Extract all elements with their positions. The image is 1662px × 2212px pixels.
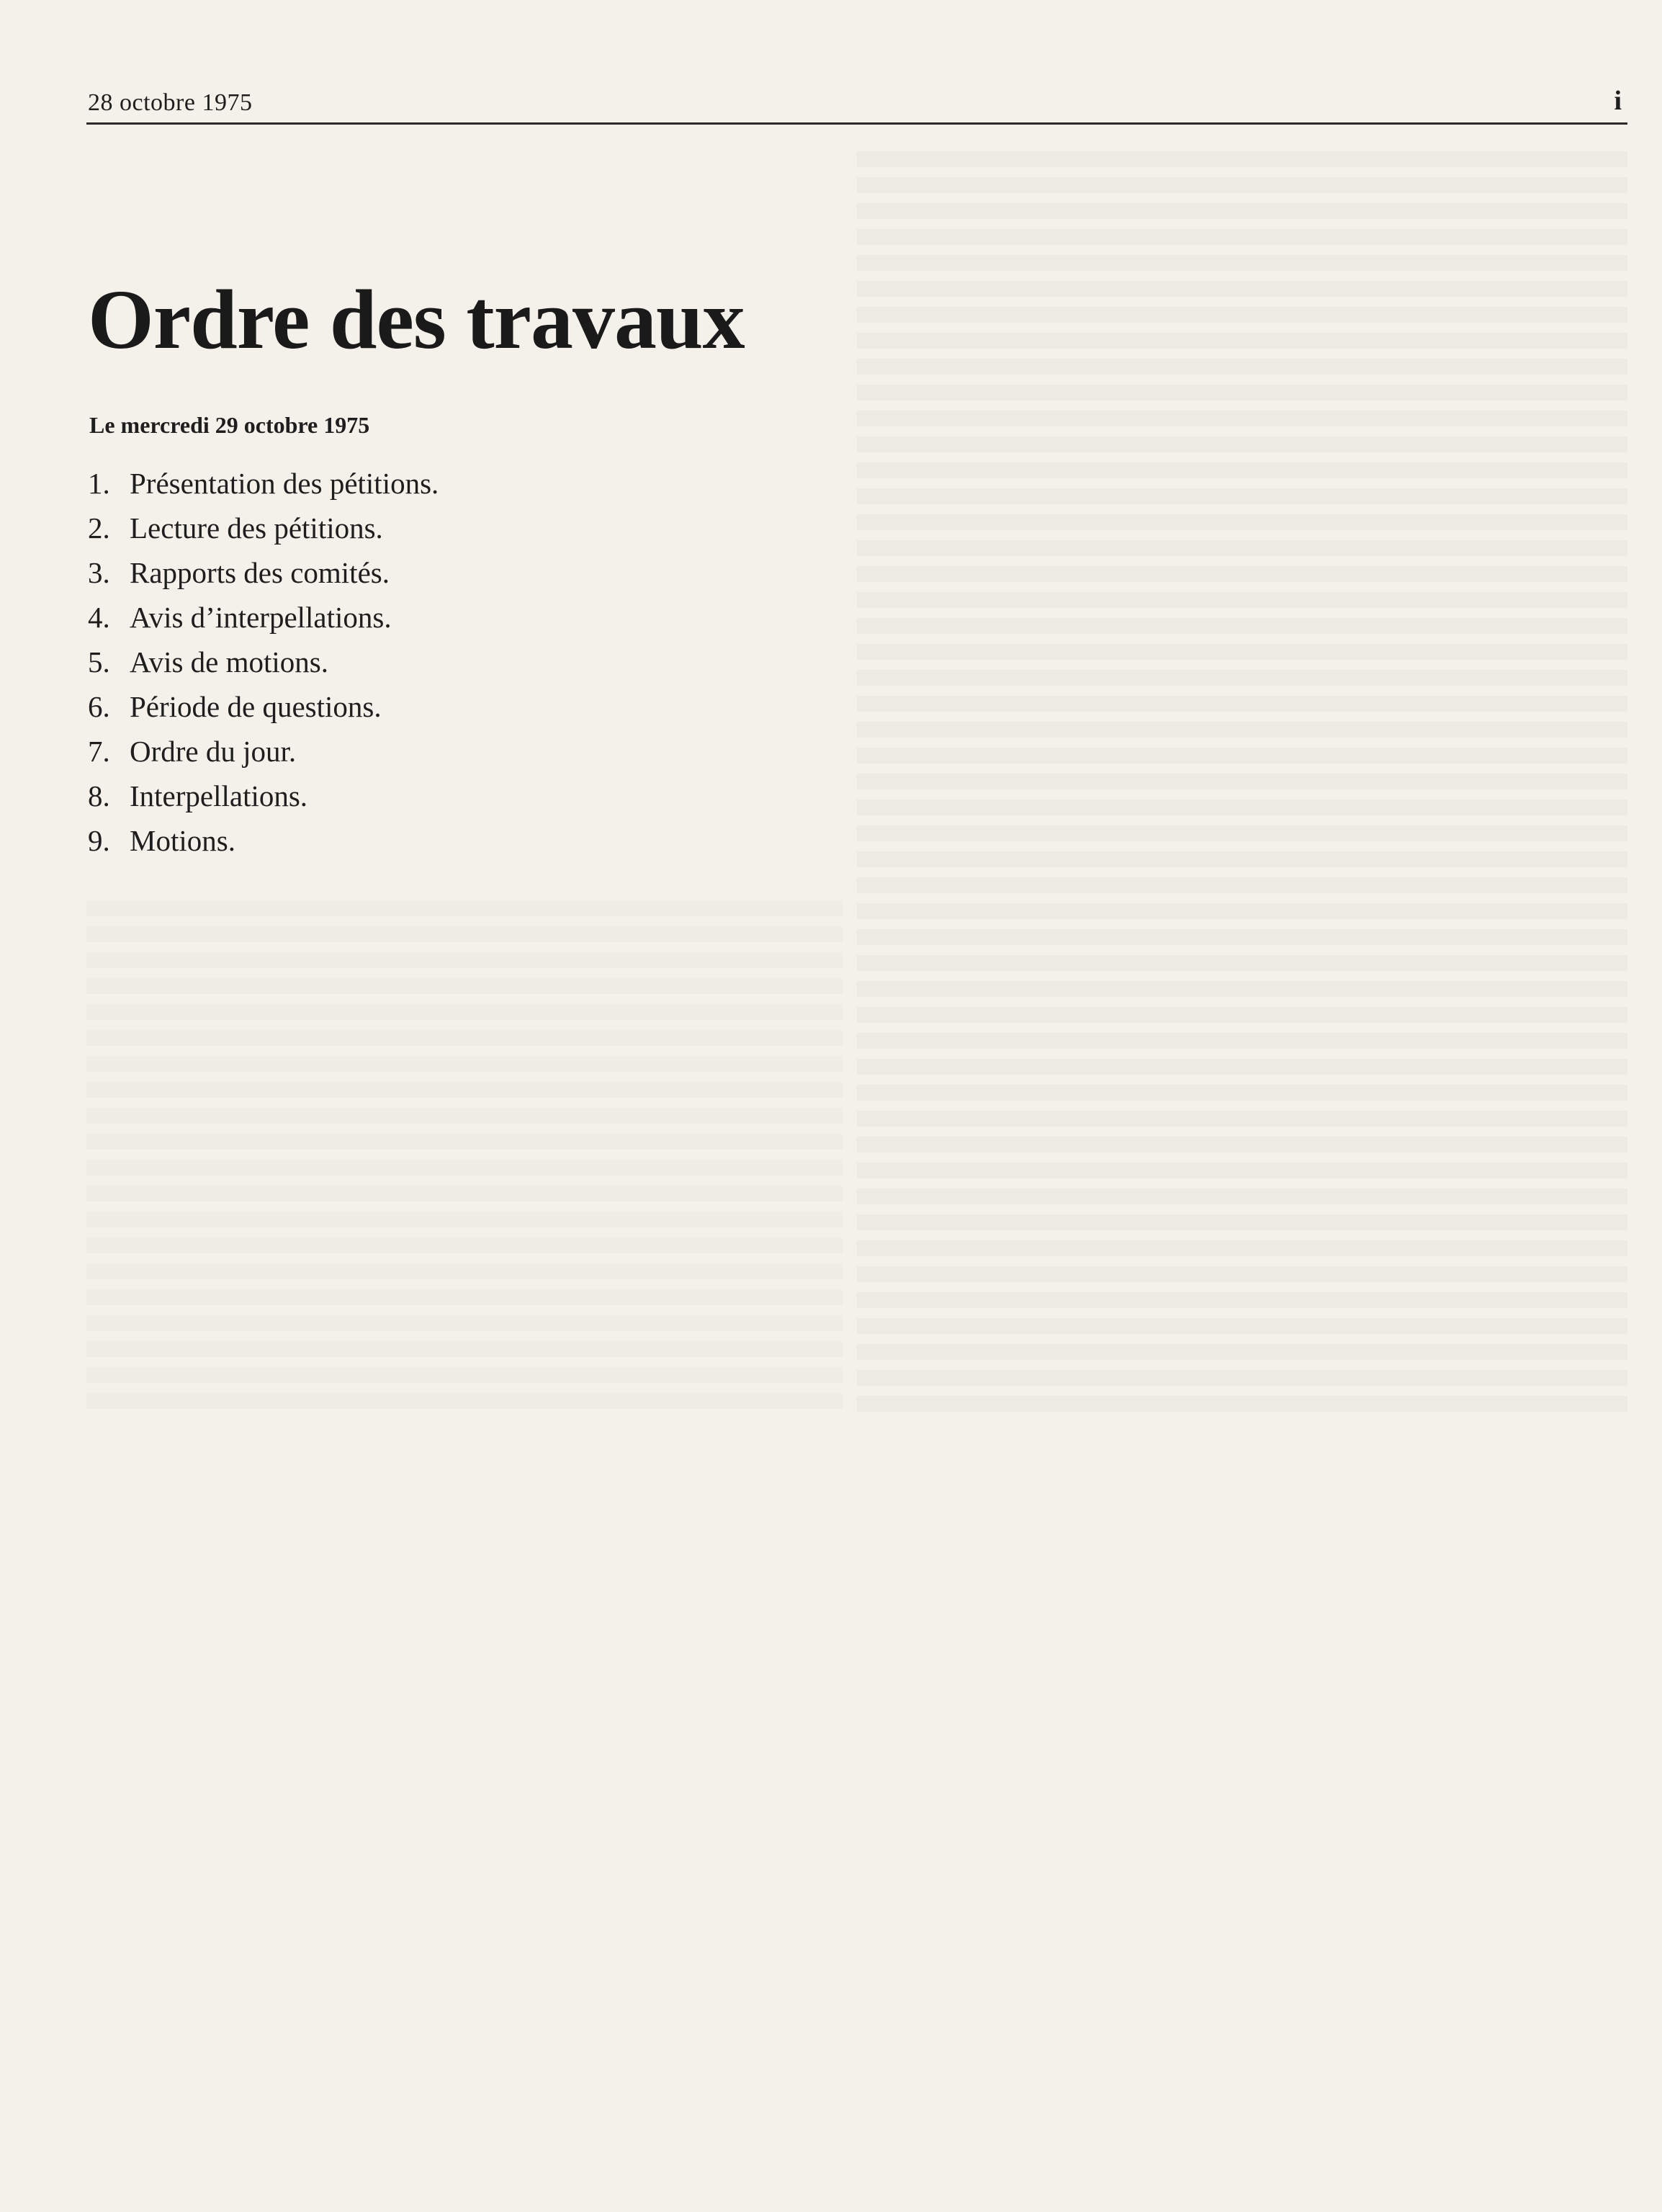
agenda-item-label: Rapports des comités. [130,556,390,589]
agenda-item [88,550,439,595]
agenda-item [88,461,439,506]
agenda-item-label: Interpellations. [130,779,308,812]
agenda-item-number: 8. [88,779,110,812]
agenda-item-number: 6. [88,690,110,723]
agenda-item [88,640,439,684]
agenda-item-number: 1. [88,467,110,500]
agenda-item-number: 4. [88,601,110,634]
agenda-item-label: Avis d’interpellations. [130,601,392,634]
agenda-item-number: 2. [88,511,110,545]
agenda-item-label: Lecture des pétitions. [130,511,383,545]
agenda-item-number: 9. [88,824,110,857]
page-title: Ordre des travaux [88,272,745,367]
agenda-list [88,461,439,863]
agenda-item-label: Avis de motions. [130,645,328,679]
agenda-item-label: Période de questions. [130,690,382,723]
agenda-item-number: 7. [88,735,110,768]
bleed-through-texture-left [86,900,843,1419]
agenda-item [88,506,439,550]
agenda-item-number: 3. [88,556,110,589]
agenda-item [88,729,439,774]
agenda-item-label: Ordre du jour. [130,735,297,768]
agenda-item [88,818,439,863]
page-number: i [1614,86,1622,116]
page-header [86,85,1627,125]
bleed-through-texture [857,151,1627,1419]
sitting-date: Le mercredi 29 octobre 1975 [89,412,370,438]
agenda-item [88,774,439,818]
agenda-item-label: Présentation des pétitions. [130,467,439,500]
agenda-item [88,684,439,729]
agenda-item [88,595,439,640]
agenda-item-label: Motions. [130,824,235,857]
header-date: 28 octobre 1975 [88,89,253,116]
agenda-item-number: 5. [88,645,110,679]
